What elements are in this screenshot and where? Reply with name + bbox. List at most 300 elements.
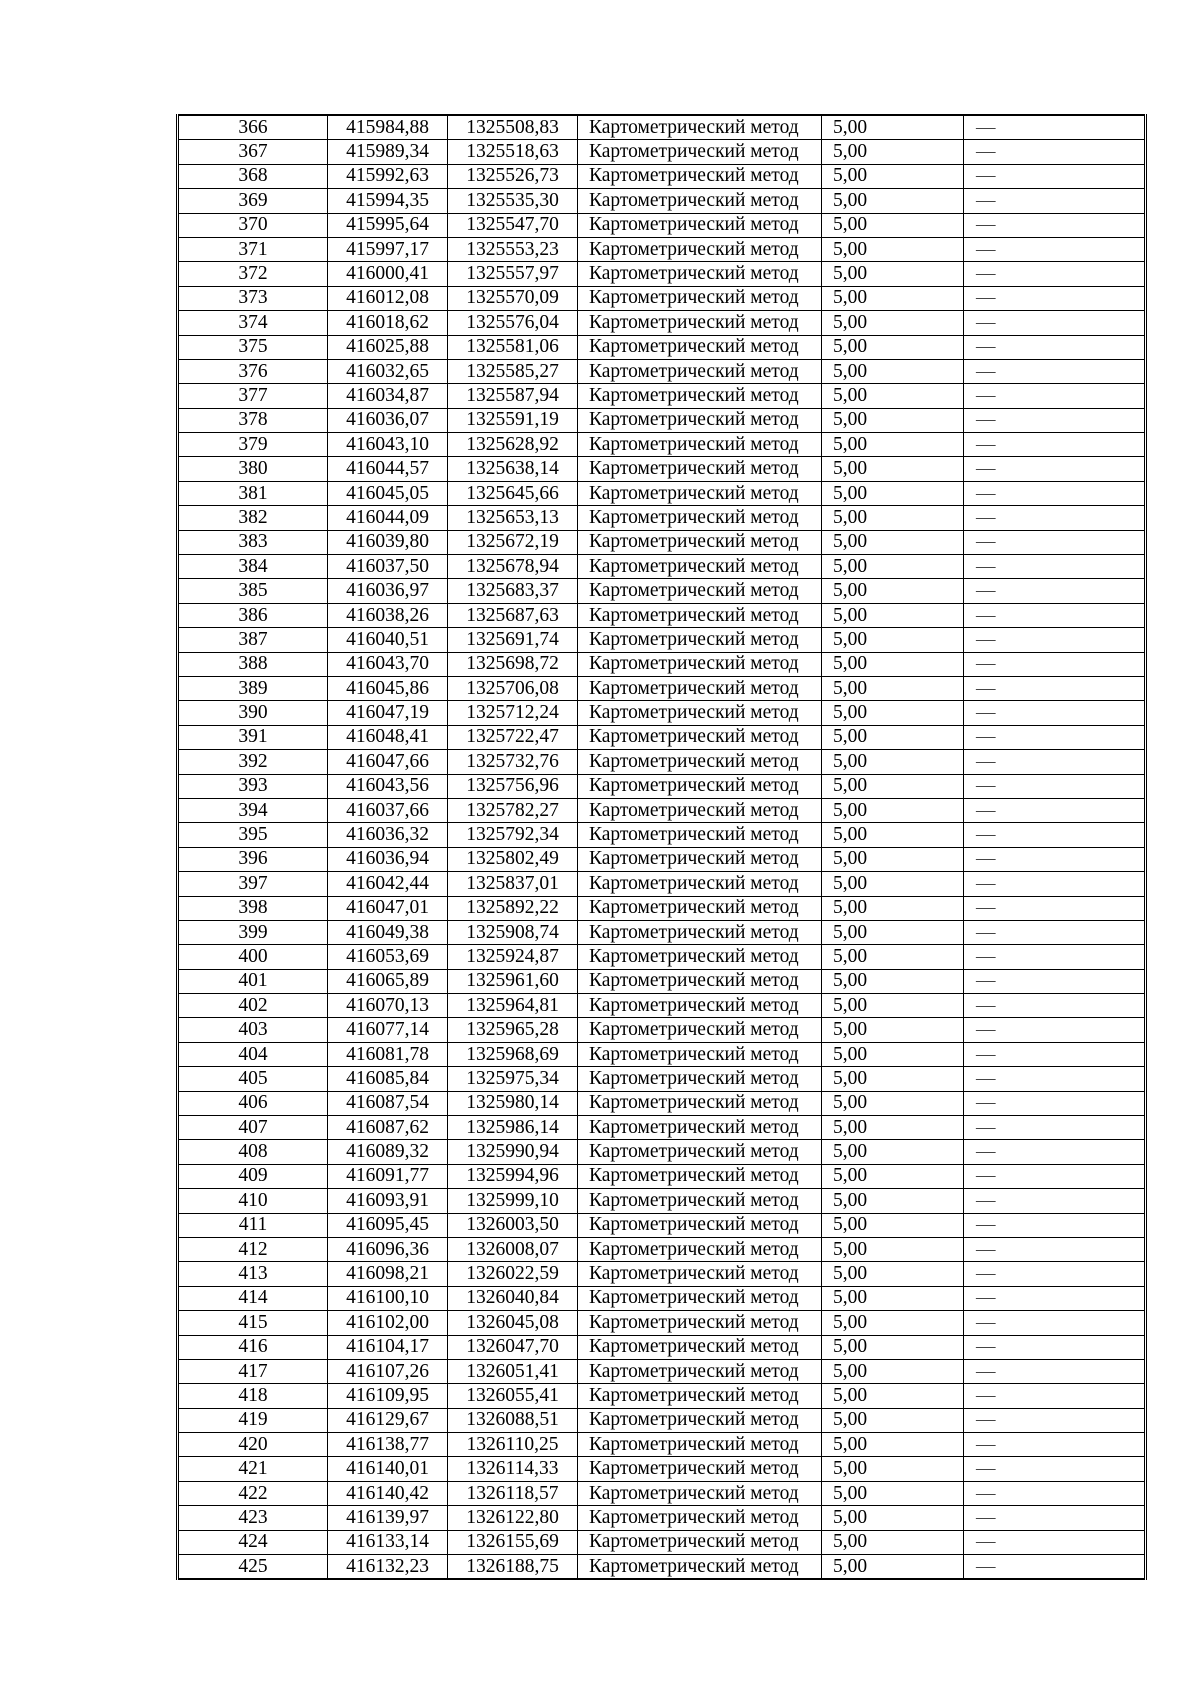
accuracy-cell: 5,00 (822, 384, 964, 408)
point-number-cell: 374 (178, 311, 328, 335)
table-row (178, 1164, 1146, 1188)
method-cell: Картометрический метод (578, 115, 822, 140)
y-coordinate-cell: 1325678,94 (448, 555, 578, 579)
table-row (178, 1286, 1146, 1310)
accuracy-cell: 5,00 (822, 408, 964, 432)
accuracy-cell: 5,00 (822, 335, 964, 359)
table-row (178, 1091, 1146, 1115)
description-cell: — (964, 920, 1146, 944)
description-cell: — (964, 652, 1146, 676)
method-cell: Картометрический метод (578, 1067, 822, 1091)
method-cell: Картометрический метод (578, 725, 822, 749)
table-row (178, 237, 1146, 261)
x-coordinate-cell: 416087,54 (328, 1091, 448, 1115)
method-cell: Картометрический метод (578, 1408, 822, 1432)
y-coordinate-cell: 1325961,60 (448, 969, 578, 993)
table-row (178, 652, 1146, 676)
point-number-cell: 393 (178, 774, 328, 798)
table-row (178, 750, 1146, 774)
point-number-cell: 422 (178, 1481, 328, 1505)
point-number-cell: 382 (178, 506, 328, 530)
method-cell: Картометрический метод (578, 262, 822, 286)
point-number-cell: 419 (178, 1408, 328, 1432)
point-number-cell: 394 (178, 798, 328, 822)
description-cell: — (964, 1116, 1146, 1140)
accuracy-cell: 5,00 (822, 1042, 964, 1066)
table-row (178, 1335, 1146, 1359)
method-cell: Картометрический метод (578, 140, 822, 164)
x-coordinate-cell: 416047,66 (328, 750, 448, 774)
method-cell: Картометрический метод (578, 237, 822, 261)
x-coordinate-cell: 416093,91 (328, 1189, 448, 1213)
y-coordinate-cell: 1325553,23 (448, 237, 578, 261)
y-coordinate-cell: 1325683,37 (448, 579, 578, 603)
point-number-cell: 389 (178, 676, 328, 700)
table-row (178, 701, 1146, 725)
table-row (178, 1530, 1146, 1554)
method-cell: Картометрический метод (578, 1384, 822, 1408)
x-coordinate-cell: 416025,88 (328, 335, 448, 359)
y-coordinate-cell: 1325892,22 (448, 896, 578, 920)
point-number-cell: 377 (178, 384, 328, 408)
description-cell: — (964, 1213, 1146, 1237)
method-cell: Картометрический метод (578, 920, 822, 944)
method-cell: Картометрический метод (578, 1481, 822, 1505)
x-coordinate-cell: 416043,56 (328, 774, 448, 798)
accuracy-cell: 5,00 (822, 945, 964, 969)
table-row (178, 506, 1146, 530)
y-coordinate-cell: 1326188,75 (448, 1555, 578, 1580)
x-coordinate-cell: 416109,95 (328, 1384, 448, 1408)
description-cell: — (964, 433, 1146, 457)
table-row (178, 1506, 1146, 1530)
point-number-cell: 390 (178, 701, 328, 725)
accuracy-cell: 5,00 (822, 872, 964, 896)
method-cell: Картометрический метод (578, 1091, 822, 1115)
y-coordinate-cell: 1325908,74 (448, 920, 578, 944)
x-coordinate-cell: 416081,78 (328, 1042, 448, 1066)
description-cell: — (964, 1530, 1146, 1554)
accuracy-cell: 5,00 (822, 1286, 964, 1310)
table-row (178, 1555, 1146, 1580)
description-cell: — (964, 335, 1146, 359)
description-cell: — (964, 701, 1146, 725)
description-cell: — (964, 1262, 1146, 1286)
description-cell: — (964, 1555, 1146, 1580)
coordinates-table-body (178, 115, 1146, 1579)
method-cell: Картометрический метод (578, 1237, 822, 1261)
description-cell: — (964, 384, 1146, 408)
point-number-cell: 420 (178, 1433, 328, 1457)
y-coordinate-cell: 1325837,01 (448, 872, 578, 896)
table-row (178, 1189, 1146, 1213)
table-row (178, 628, 1146, 652)
point-number-cell: 398 (178, 896, 328, 920)
accuracy-cell: 5,00 (822, 725, 964, 749)
description-cell: — (964, 1067, 1146, 1091)
accuracy-cell: 5,00 (822, 750, 964, 774)
x-coordinate-cell: 416107,26 (328, 1359, 448, 1383)
description-cell: — (964, 628, 1146, 652)
point-number-cell: 376 (178, 359, 328, 383)
y-coordinate-cell: 1325535,30 (448, 189, 578, 213)
y-coordinate-cell: 1325964,81 (448, 994, 578, 1018)
x-coordinate-cell: 416036,97 (328, 579, 448, 603)
coordinates-table (176, 114, 1147, 1580)
table-row (178, 1042, 1146, 1066)
table-row (178, 1359, 1146, 1383)
accuracy-cell: 5,00 (822, 1433, 964, 1457)
point-number-cell: 411 (178, 1213, 328, 1237)
y-coordinate-cell: 1326047,70 (448, 1335, 578, 1359)
x-coordinate-cell: 416042,44 (328, 872, 448, 896)
point-number-cell: 406 (178, 1091, 328, 1115)
method-cell: Картометрический метод (578, 286, 822, 310)
method-cell: Картометрический метод (578, 1213, 822, 1237)
table-row (178, 823, 1146, 847)
x-coordinate-cell: 416040,51 (328, 628, 448, 652)
method-cell: Картометрический метод (578, 896, 822, 920)
y-coordinate-cell: 1325570,09 (448, 286, 578, 310)
x-coordinate-cell: 416012,08 (328, 286, 448, 310)
point-number-cell: 383 (178, 530, 328, 554)
accuracy-cell: 5,00 (822, 189, 964, 213)
point-number-cell: 370 (178, 213, 328, 237)
accuracy-cell: 5,00 (822, 896, 964, 920)
table-row (178, 579, 1146, 603)
method-cell: Картометрический метод (578, 750, 822, 774)
point-number-cell: 366 (178, 115, 328, 140)
method-cell: Картометрический метод (578, 359, 822, 383)
description-cell: — (964, 1384, 1146, 1408)
table-row (178, 189, 1146, 213)
point-number-cell: 415 (178, 1311, 328, 1335)
x-coordinate-cell: 416098,21 (328, 1262, 448, 1286)
table-row (178, 798, 1146, 822)
y-coordinate-cell: 1325638,14 (448, 457, 578, 481)
point-number-cell: 399 (178, 920, 328, 944)
table-row (178, 945, 1146, 969)
description-cell: — (964, 896, 1146, 920)
y-coordinate-cell: 1325576,04 (448, 311, 578, 335)
y-coordinate-cell: 1326040,84 (448, 1286, 578, 1310)
method-cell: Картометрический метод (578, 1189, 822, 1213)
method-cell: Картометрический метод (578, 994, 822, 1018)
method-cell: Картометрический метод (578, 1530, 822, 1554)
y-coordinate-cell: 1325782,27 (448, 798, 578, 822)
description-cell: — (964, 1091, 1146, 1115)
point-number-cell: 384 (178, 555, 328, 579)
y-coordinate-cell: 1325712,24 (448, 701, 578, 725)
table-row (178, 872, 1146, 896)
table-row (178, 725, 1146, 749)
description-cell: — (964, 1433, 1146, 1457)
point-number-cell: 367 (178, 140, 328, 164)
method-cell: Картометрический метод (578, 384, 822, 408)
x-coordinate-cell: 416018,62 (328, 311, 448, 335)
description-cell: — (964, 1335, 1146, 1359)
x-coordinate-cell: 416096,36 (328, 1237, 448, 1261)
table-row (178, 774, 1146, 798)
x-coordinate-cell: 415995,64 (328, 213, 448, 237)
x-coordinate-cell: 416087,62 (328, 1116, 448, 1140)
description-cell: — (964, 1286, 1146, 1310)
point-number-cell: 372 (178, 262, 328, 286)
point-number-cell: 407 (178, 1116, 328, 1140)
table-row (178, 164, 1146, 188)
point-number-cell: 413 (178, 1262, 328, 1286)
x-coordinate-cell: 416044,09 (328, 506, 448, 530)
y-coordinate-cell: 1325585,27 (448, 359, 578, 383)
description-cell: — (964, 555, 1146, 579)
y-coordinate-cell: 1325698,72 (448, 652, 578, 676)
table-row (178, 457, 1146, 481)
x-coordinate-cell: 416095,45 (328, 1213, 448, 1237)
y-coordinate-cell: 1325687,63 (448, 603, 578, 627)
point-number-cell: 414 (178, 1286, 328, 1310)
accuracy-cell: 5,00 (822, 823, 964, 847)
table-row (178, 1140, 1146, 1164)
description-cell: — (964, 408, 1146, 432)
point-number-cell: 424 (178, 1530, 328, 1554)
x-coordinate-cell: 416132,23 (328, 1555, 448, 1580)
accuracy-cell: 5,00 (822, 1189, 964, 1213)
y-coordinate-cell: 1326155,69 (448, 1530, 578, 1554)
point-number-cell: 395 (178, 823, 328, 847)
description-cell: — (964, 1481, 1146, 1505)
method-cell: Картометрический метод (578, 1042, 822, 1066)
table-row (178, 994, 1146, 1018)
table-row (178, 384, 1146, 408)
y-coordinate-cell: 1325706,08 (448, 676, 578, 700)
accuracy-cell: 5,00 (822, 579, 964, 603)
description-cell: — (964, 457, 1146, 481)
accuracy-cell: 5,00 (822, 115, 964, 140)
point-number-cell: 409 (178, 1164, 328, 1188)
x-coordinate-cell: 416102,00 (328, 1311, 448, 1335)
accuracy-cell: 5,00 (822, 1164, 964, 1188)
description-cell: — (964, 823, 1146, 847)
description-cell: — (964, 164, 1146, 188)
accuracy-cell: 5,00 (822, 774, 964, 798)
accuracy-cell: 5,00 (822, 652, 964, 676)
accuracy-cell: 5,00 (822, 994, 964, 1018)
table-row (178, 676, 1146, 700)
method-cell: Картометрический метод (578, 579, 822, 603)
y-coordinate-cell: 1325526,73 (448, 164, 578, 188)
x-coordinate-cell: 416133,14 (328, 1530, 448, 1554)
method-cell: Картометрический метод (578, 945, 822, 969)
description-cell: — (964, 311, 1146, 335)
description-cell: — (964, 872, 1146, 896)
method-cell: Картометрический метод (578, 555, 822, 579)
description-cell: — (964, 481, 1146, 505)
table-row (178, 920, 1146, 944)
x-coordinate-cell: 416140,42 (328, 1481, 448, 1505)
x-coordinate-cell: 416034,87 (328, 384, 448, 408)
x-coordinate-cell: 416044,57 (328, 457, 448, 481)
y-coordinate-cell: 1325802,49 (448, 847, 578, 871)
table-row (178, 213, 1146, 237)
point-number-cell: 375 (178, 335, 328, 359)
table-row (178, 262, 1146, 286)
method-cell: Картометрический метод (578, 701, 822, 725)
table-row (178, 1262, 1146, 1286)
table-row (178, 555, 1146, 579)
point-number-cell: 412 (178, 1237, 328, 1261)
accuracy-cell: 5,00 (822, 506, 964, 530)
accuracy-cell: 5,00 (822, 1506, 964, 1530)
method-cell: Картометрический метод (578, 213, 822, 237)
x-coordinate-cell: 416000,41 (328, 262, 448, 286)
x-coordinate-cell: 416039,80 (328, 530, 448, 554)
x-coordinate-cell: 416091,77 (328, 1164, 448, 1188)
point-number-cell: 379 (178, 433, 328, 457)
x-coordinate-cell: 416047,19 (328, 701, 448, 725)
y-coordinate-cell: 1326022,59 (448, 1262, 578, 1286)
y-coordinate-cell: 1326003,50 (448, 1213, 578, 1237)
method-cell: Картометрический метод (578, 1555, 822, 1580)
y-coordinate-cell: 1325968,69 (448, 1042, 578, 1066)
method-cell: Картометрический метод (578, 1286, 822, 1310)
method-cell: Картометрический метод (578, 628, 822, 652)
description-cell: — (964, 969, 1146, 993)
y-coordinate-cell: 1325628,92 (448, 433, 578, 457)
accuracy-cell: 5,00 (822, 628, 964, 652)
description-cell: — (964, 603, 1146, 627)
table-row (178, 286, 1146, 310)
point-number-cell: 403 (178, 1018, 328, 1042)
accuracy-cell: 5,00 (822, 433, 964, 457)
accuracy-cell: 5,00 (822, 457, 964, 481)
y-coordinate-cell: 1325518,63 (448, 140, 578, 164)
method-cell: Картометрический метод (578, 530, 822, 554)
table-row (178, 1116, 1146, 1140)
table-row (178, 433, 1146, 457)
description-cell: — (964, 579, 1146, 603)
x-coordinate-cell: 416038,26 (328, 603, 448, 627)
method-cell: Картометрический метод (578, 1164, 822, 1188)
point-number-cell: 410 (178, 1189, 328, 1213)
method-cell: Картометрический метод (578, 1433, 822, 1457)
x-coordinate-cell: 416045,86 (328, 676, 448, 700)
x-coordinate-cell: 416053,69 (328, 945, 448, 969)
y-coordinate-cell: 1325587,94 (448, 384, 578, 408)
method-cell: Картометрический метод (578, 872, 822, 896)
point-number-cell: 421 (178, 1457, 328, 1481)
description-cell: — (964, 994, 1146, 1018)
point-number-cell: 405 (178, 1067, 328, 1091)
description-cell: — (964, 1408, 1146, 1432)
point-number-cell: 380 (178, 457, 328, 481)
x-coordinate-cell: 416085,84 (328, 1067, 448, 1091)
accuracy-cell: 5,00 (822, 481, 964, 505)
method-cell: Картометрический метод (578, 1262, 822, 1286)
y-coordinate-cell: 1325999,10 (448, 1189, 578, 1213)
x-coordinate-cell: 416139,97 (328, 1506, 448, 1530)
y-coordinate-cell: 1326088,51 (448, 1408, 578, 1432)
accuracy-cell: 5,00 (822, 920, 964, 944)
method-cell: Картометрический метод (578, 774, 822, 798)
x-coordinate-cell: 416036,07 (328, 408, 448, 432)
description-cell: — (964, 1189, 1146, 1213)
y-coordinate-cell: 1325986,14 (448, 1116, 578, 1140)
point-number-cell: 386 (178, 603, 328, 627)
accuracy-cell: 5,00 (822, 1311, 964, 1335)
accuracy-cell: 5,00 (822, 1018, 964, 1042)
accuracy-cell: 5,00 (822, 1091, 964, 1115)
y-coordinate-cell: 1325508,83 (448, 115, 578, 140)
y-coordinate-cell: 1325792,34 (448, 823, 578, 847)
y-coordinate-cell: 1325653,13 (448, 506, 578, 530)
table-row (178, 603, 1146, 627)
accuracy-cell: 5,00 (822, 701, 964, 725)
description-cell: — (964, 676, 1146, 700)
accuracy-cell: 5,00 (822, 1530, 964, 1554)
description-cell: — (964, 140, 1146, 164)
accuracy-cell: 5,00 (822, 555, 964, 579)
table-row (178, 1481, 1146, 1505)
method-cell: Картометрический метод (578, 1018, 822, 1042)
accuracy-cell: 5,00 (822, 1359, 964, 1383)
accuracy-cell: 5,00 (822, 311, 964, 335)
x-coordinate-cell: 416138,77 (328, 1433, 448, 1457)
table-row (178, 481, 1146, 505)
table-row (178, 1213, 1146, 1237)
x-coordinate-cell: 416065,89 (328, 969, 448, 993)
method-cell: Картометрический метод (578, 603, 822, 627)
table-row (178, 408, 1146, 432)
table-row (178, 1311, 1146, 1335)
point-number-cell: 423 (178, 1506, 328, 1530)
table-row (178, 311, 1146, 335)
method-cell: Картометрический метод (578, 1311, 822, 1335)
y-coordinate-cell: 1326114,33 (448, 1457, 578, 1481)
table-row (178, 1384, 1146, 1408)
table-row (178, 115, 1146, 140)
point-number-cell: 371 (178, 237, 328, 261)
point-number-cell: 418 (178, 1384, 328, 1408)
x-coordinate-cell: 416049,38 (328, 920, 448, 944)
y-coordinate-cell: 1326008,07 (448, 1237, 578, 1261)
description-cell: — (964, 1506, 1146, 1530)
table-row (178, 335, 1146, 359)
y-coordinate-cell: 1325591,19 (448, 408, 578, 432)
point-number-cell: 381 (178, 481, 328, 505)
table-row (178, 359, 1146, 383)
accuracy-cell: 5,00 (822, 1213, 964, 1237)
point-number-cell: 387 (178, 628, 328, 652)
x-coordinate-cell: 416089,32 (328, 1140, 448, 1164)
table-row (178, 1237, 1146, 1261)
description-cell: — (964, 115, 1146, 140)
accuracy-cell: 5,00 (822, 164, 964, 188)
point-number-cell: 400 (178, 945, 328, 969)
accuracy-cell: 5,00 (822, 213, 964, 237)
y-coordinate-cell: 1325547,70 (448, 213, 578, 237)
x-coordinate-cell: 415992,63 (328, 164, 448, 188)
x-coordinate-cell: 416036,94 (328, 847, 448, 871)
method-cell: Картометрический метод (578, 676, 822, 700)
x-coordinate-cell: 416047,01 (328, 896, 448, 920)
accuracy-cell: 5,00 (822, 359, 964, 383)
accuracy-cell: 5,00 (822, 1262, 964, 1286)
accuracy-cell: 5,00 (822, 847, 964, 871)
point-number-cell: 373 (178, 286, 328, 310)
method-cell: Картометрический метод (578, 823, 822, 847)
y-coordinate-cell: 1325924,87 (448, 945, 578, 969)
method-cell: Картометрический метод (578, 1457, 822, 1481)
